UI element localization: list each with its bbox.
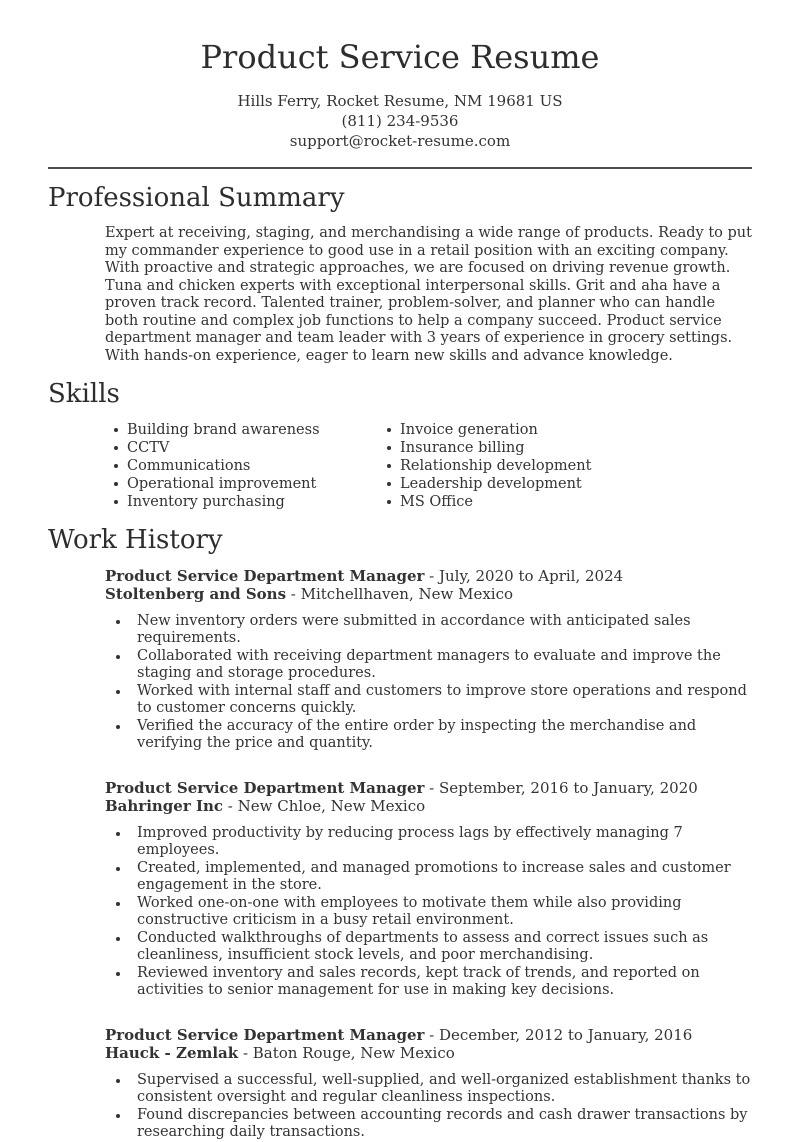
skill-item: Operational improvement [105,475,378,493]
job-bullet: Collaborated with receiving department managers to evaluate and improve the staging and storage procedures. [115,648,752,683]
job-title-line [105,567,752,585]
job-employer-line [105,585,752,603]
job-bullet: Conducted walkthroughs of departments to assess and correct issues such as cleanliness, insufficient stock levels, and poor merchandising. [115,930,752,965]
job-bullet: Supervised a successful, well-supplied, and well-organized establishment thanks to consistent oversight and regular cleanliness inspections. [115,1072,752,1107]
page-title: Product Service Resume [200,38,600,76]
job-bullet: Worked with internal staff and customers to improve store operations and respond to customer concerns quickly. [115,683,752,718]
job-bullet-list [105,1072,752,1142]
skills-list-left [48,421,378,511]
job-title-line [105,779,752,797]
skill-item: MS Office [378,493,752,511]
job-entry-2 [105,779,752,1000]
contact-phone: (811) 234-9536 [341,112,459,131]
section-skills [48,380,752,511]
job-title-line [105,1026,752,1044]
job-title: Product Service Department Manager [105,566,425,585]
job-bullet: Improved productivity by reducing process lags by effectively managing 7 employees. [115,825,752,860]
job-entry-1 [105,567,752,753]
skill-item: Inventory purchasing [105,493,378,511]
job-entry-3 [105,1026,752,1142]
job-bullet: Verified the accuracy of the entire order by inspecting the merchandise and verifying the price and quantity. [115,718,752,753]
job-employer: Stoltenberg and Sons [105,584,287,603]
contact-address: Hills Ferry, Rocket Resume, NM 19681 US [237,92,563,111]
skill-item: Invoice generation [378,421,752,439]
job-employer-line [105,1044,752,1062]
section-professional-summary [48,184,752,365]
skills-columns [48,421,752,511]
job-employer: Hauck - Zemlak [105,1043,239,1062]
job-bullet: Found discrepancies between accounting records and cash drawer transactions by researching daily transactions. [115,1107,752,1142]
job-dates: - December, 2012 to January, 2016 [424,1025,693,1044]
summary-text: Expert at receiving, staging, and merchandising a wide range of products. Ready to put my commander experience to good use in a retail position with an exciting company. With proactive and strategic approaches, we are focused on driving revenue growth. Tuna and chicken experts with exceptional interpersonal skills. Grit and aha have a proven track record. Talented trainer, problem-solver, and planner who can handle both routine and complex job functions to help a company succeed. Product service department manager and team leader with 3 years of experience in grocery settings. With hands-on experience, eager to learn new skills and advance knowledge. [105,225,752,364]
skill-item: Leadership development [378,475,752,493]
job-employer-line [105,797,752,815]
job-location: - Mitchellhaven, New Mexico [286,584,514,603]
job-location: - New Chloe, New Mexico [223,796,426,815]
skill-item: Communications [105,457,378,475]
job-bullet: Worked one-on-one with employees to motivate them while also providing constructive criticism in a busy retail environment. [115,895,752,930]
skills-column-right [378,421,752,511]
job-bullet-list [105,825,752,1000]
resume-header [48,40,752,151]
job-bullet: New inventory orders were submitted in accordance with anticipated sales requirements. [115,613,752,648]
job-dates: - September, 2016 to January, 2020 [424,778,698,797]
skill-item: CCTV [105,439,378,457]
contact-email: support@rocket-resume.com [289,132,511,151]
job-bullet-list [105,613,752,753]
work-history-heading: Work History [48,524,223,555]
skills-list-right [378,421,752,511]
job-bullet: Created, implemented, and managed promotions to increase sales and customer engagement in the store. [115,860,752,895]
job-dates: - July, 2020 to April, 2024 [424,566,624,585]
job-bullet: Reviewed inventory and sales records, kept track of trends, and reported on activities to senior management for use in making key decisions. [115,965,752,1000]
job-location: - Baton Rouge, New Mexico [238,1043,455,1062]
skill-item: Relationship development [378,457,752,475]
skill-item: Insurance billing [378,439,752,457]
header-divider [48,167,752,169]
resume-page [0,38,800,1141]
skills-heading: Skills [48,379,120,410]
skills-column-left [48,421,378,511]
job-title: Product Service Department Manager [105,1025,425,1044]
skill-item: Building brand awareness [105,421,378,439]
job-title: Product Service Department Manager [105,778,425,797]
section-work-history [48,526,752,1142]
summary-heading: Professional Summary [48,183,345,214]
job-employer: Bahringer Inc [105,796,224,815]
